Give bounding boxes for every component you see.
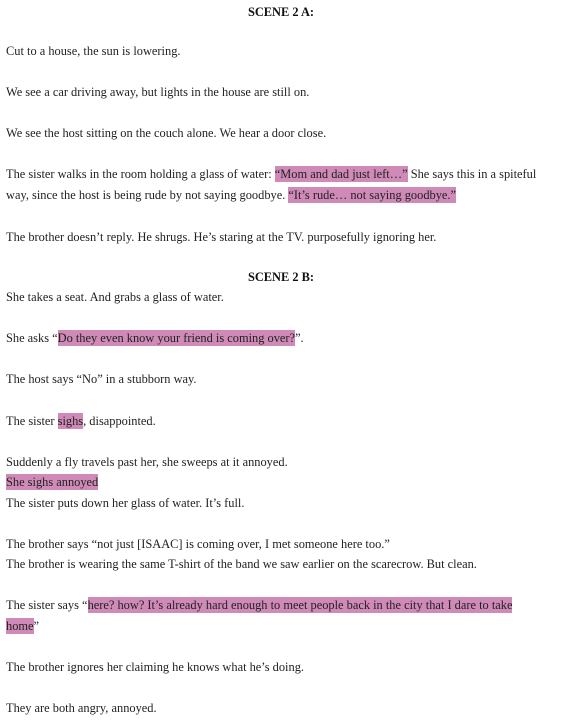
text-segment: , disappointed. (83, 414, 156, 428)
scene-2a-paragraph-4-line-1 (6, 165, 536, 183)
scene-2b-paragraph-5-highlight (6, 473, 98, 491)
scene-2b-paragraph-1: She takes a seat. And grabs a glass of water. (6, 290, 224, 304)
highlighted-dialogue: Do they even know your friend is coming over? (57, 331, 296, 345)
scene-2b-paragraph-2 (6, 329, 304, 347)
scene-2b-paragraph-9-line-1 (6, 596, 512, 614)
scene-2a-paragraph-1: Cut to a house, the sun is lowering. (6, 44, 181, 58)
text-segment: The sister says “ (6, 598, 88, 612)
text-segment: ” (33, 619, 40, 633)
scene-2a-paragraph-4-line-2 (6, 186, 456, 204)
text-segment: way, since the host is being rude by not saying goodbye. (6, 188, 289, 202)
scene-2b-heading: SCENE 2 B: (247, 270, 315, 284)
text-segment: The sister walks in the room holding a glass of water: (6, 167, 275, 181)
scene-2b-paragraph-8: The brother is wearing the same T-shirt of the band we saw earlier on the scarecrow. But clean. (6, 557, 477, 571)
scene-2b-paragraph-11: They are both angry, annoyed. (6, 701, 157, 715)
text-segment: ”. (295, 331, 304, 345)
scene-2b-paragraph-7: The brother says “not just [ISAAC] is coming over, I met someone here too.” (6, 537, 390, 551)
text-segment: She asks “ (6, 331, 58, 345)
scene-2a-paragraph-2: We see a car driving away, but lights in the house are still on. (6, 85, 310, 99)
scene-2b-paragraph-6: The sister puts down her glass of water. It’s full. (6, 496, 245, 510)
scene-2b-paragraph-3: The host says “No” in a stubborn way. (6, 372, 197, 386)
highlighted-word: sighs (57, 414, 84, 428)
highlighted-action: She sighs annoyed (6, 475, 99, 489)
highlighted-dialogue: “It’s rude… not saying goodbye.” (288, 188, 457, 202)
scene-2b-paragraph-4 (6, 412, 156, 430)
text-segment: She says this in a spiteful (407, 167, 537, 181)
scene-2b-paragraph-10: The brother ignores her claiming he knows what he’s doing. (6, 660, 304, 674)
scene-2a-paragraph-5: The brother doesn’t reply. He shrugs. He’s staring at the TV. purposefully ignoring her. (6, 230, 437, 244)
highlighted-dialogue: home (6, 619, 34, 633)
scene-2a-paragraph-3: We see the host sitting on the couch alone. We hear a door close. (6, 126, 327, 140)
text-segment: The sister (6, 414, 58, 428)
highlighted-dialogue: “Mom and dad just left…” (274, 167, 408, 181)
scene-2b-paragraph-9-line-2 (6, 617, 39, 635)
highlighted-dialogue: here? how? It’s already hard enough to meet people back in the city that I dare to take (87, 598, 513, 612)
scene-2a-heading: SCENE 2 A: (247, 5, 315, 19)
scene-2b-paragraph-5: Suddenly a fly travels past her, she sweeps at it annoyed. (6, 455, 288, 469)
